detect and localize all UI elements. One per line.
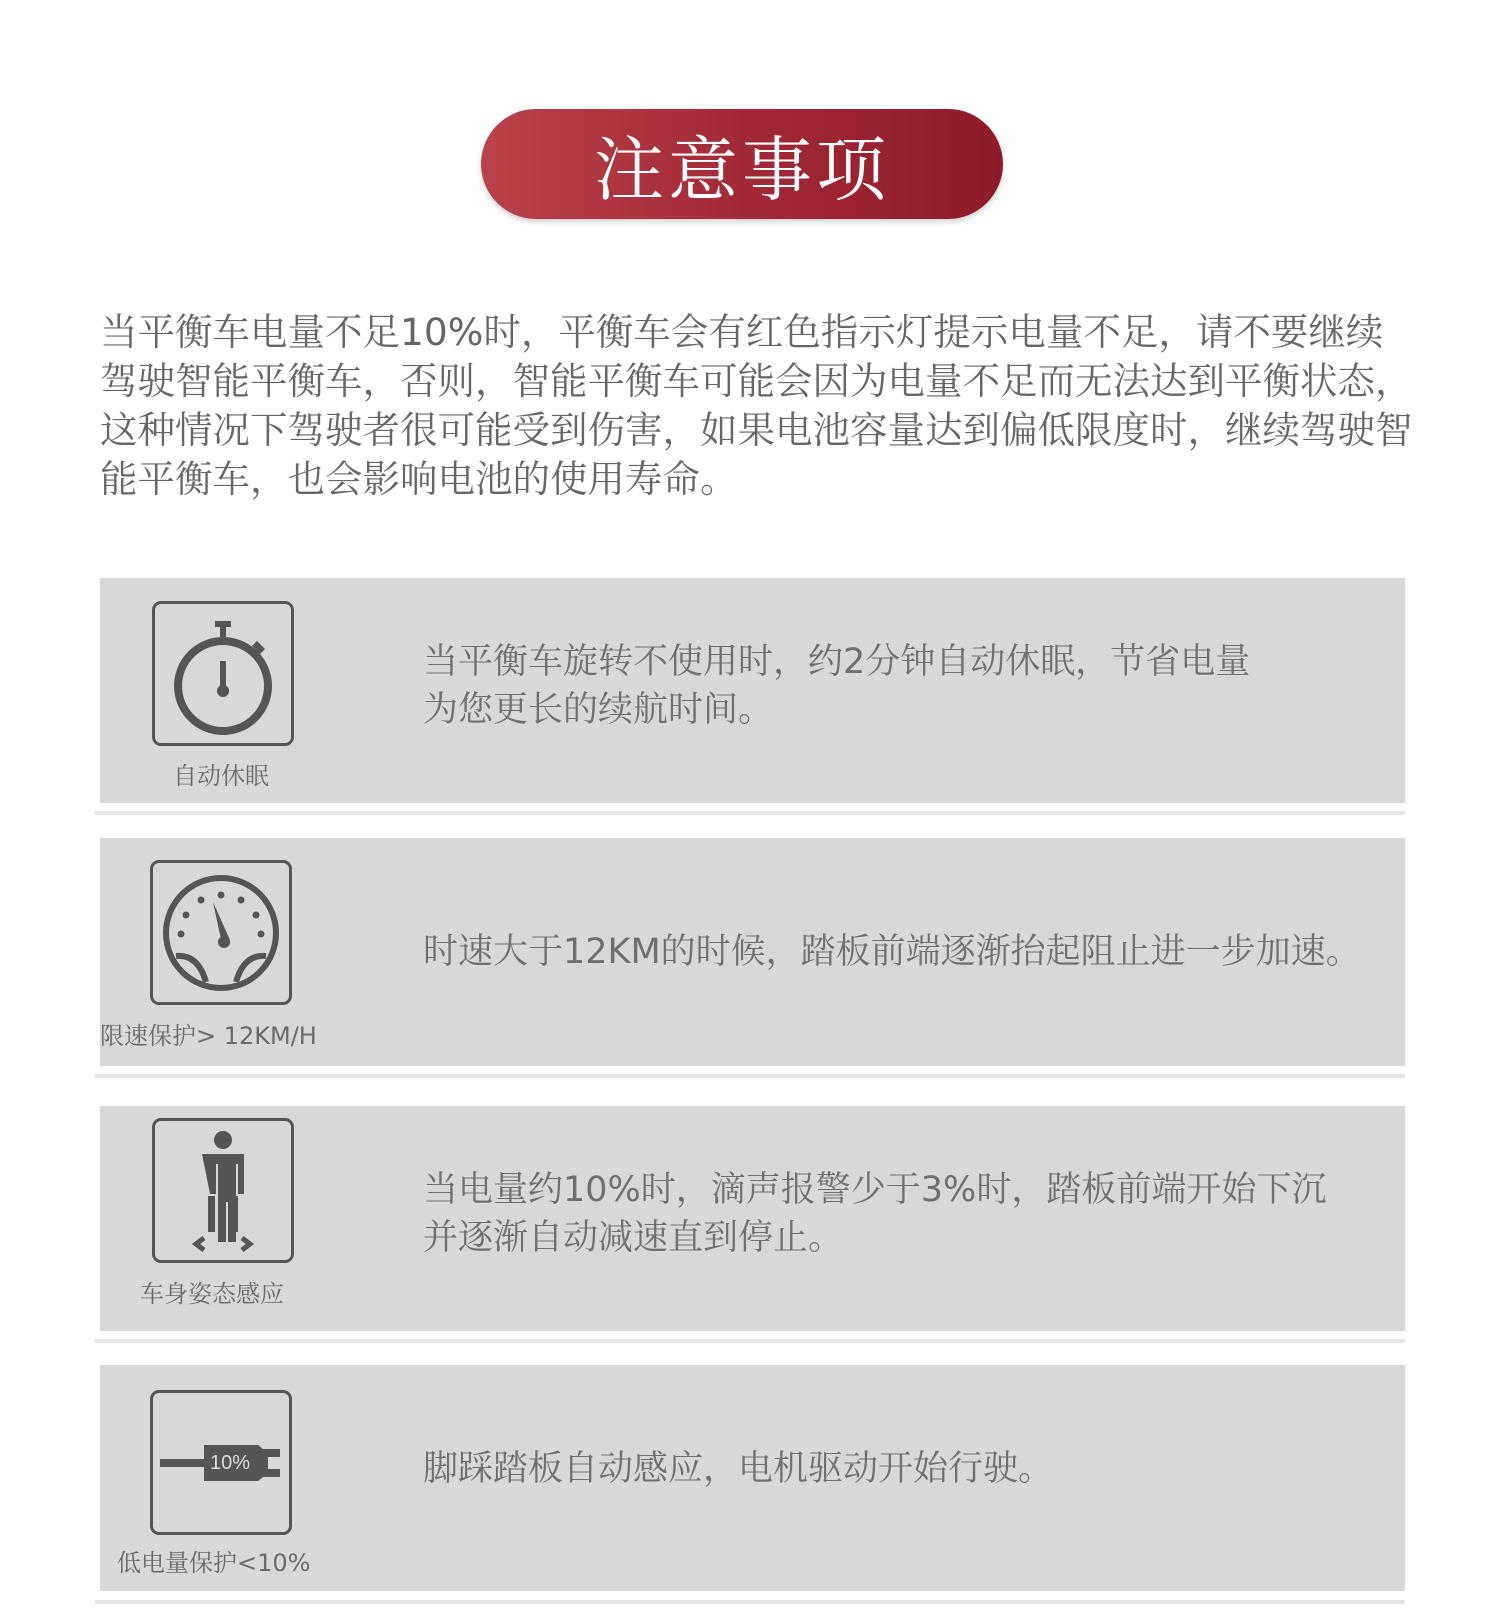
feature-card-auto-sleep [100, 578, 1405, 803]
feature-description-line: 并逐渐自动减速直到停止。 [423, 1218, 844, 1258]
feature-description-line: 时速大于12KM的时候，踏板前端逐渐抬起阻止进一步加速。 [423, 932, 1361, 972]
title-banner [481, 109, 1003, 219]
feature-description [423, 928, 1361, 976]
feature-label: 自动休眠 [173, 762, 269, 790]
standing-person-icon [168, 1126, 278, 1256]
speedometer-icon [158, 870, 284, 996]
icon-frame [152, 601, 294, 746]
card-divider [95, 1339, 1405, 1343]
feature-description-line: 脚踩踏板自动感应，电机驱动开始行驶。 [423, 1449, 1054, 1489]
icon-frame [152, 1118, 294, 1263]
feature-label: 限速保护> 12KM/H [100, 1022, 317, 1050]
battery-level-badge: 10% [209, 1451, 251, 1474]
feature-description-line: 当电量约10%时，滴声报警少于3%时，踏板前端开始下沉 [423, 1170, 1327, 1210]
stopwatch-icon [163, 611, 283, 736]
feature-description [423, 1445, 1053, 1493]
feature-label: 车身姿态感应 [140, 1280, 284, 1308]
icon-frame [150, 1390, 292, 1535]
feature-card-speed-limit [100, 838, 1405, 1066]
feature-card-low-battery [100, 1365, 1405, 1591]
card-divider [95, 1074, 1405, 1078]
feature-description-line: 当平衡车旋转不使用时，约2分钟自动休眠，节省电量 [423, 642, 1251, 682]
feature-card-posture-sensing [100, 1106, 1405, 1331]
low-battery-icon [158, 1423, 284, 1503]
icon-frame [150, 860, 292, 1005]
feature-label: 低电量保护<10% [117, 1549, 311, 1577]
feature-description [423, 1166, 1326, 1262]
card-divider [95, 1600, 1405, 1604]
feature-description [423, 638, 1250, 734]
feature-description-line: 为您更长的续航时间。 [423, 690, 774, 730]
page-title: 注意事项 [594, 128, 890, 211]
card-divider [95, 811, 1405, 815]
intro-paragraph: 当平衡车电量不足10%时，平衡车会有红色指示灯提示电量不足，请不要继续驾驶智能平衡车，否则，智能平衡车可能会因为电量不足而无法达到平衡状态，这种情况下驾驶者很可能受到伤害，如果电池容量达到偏低限度时，继续驾驶智能平衡车，也会影响电池的使用寿命。 [100, 310, 1413, 501]
